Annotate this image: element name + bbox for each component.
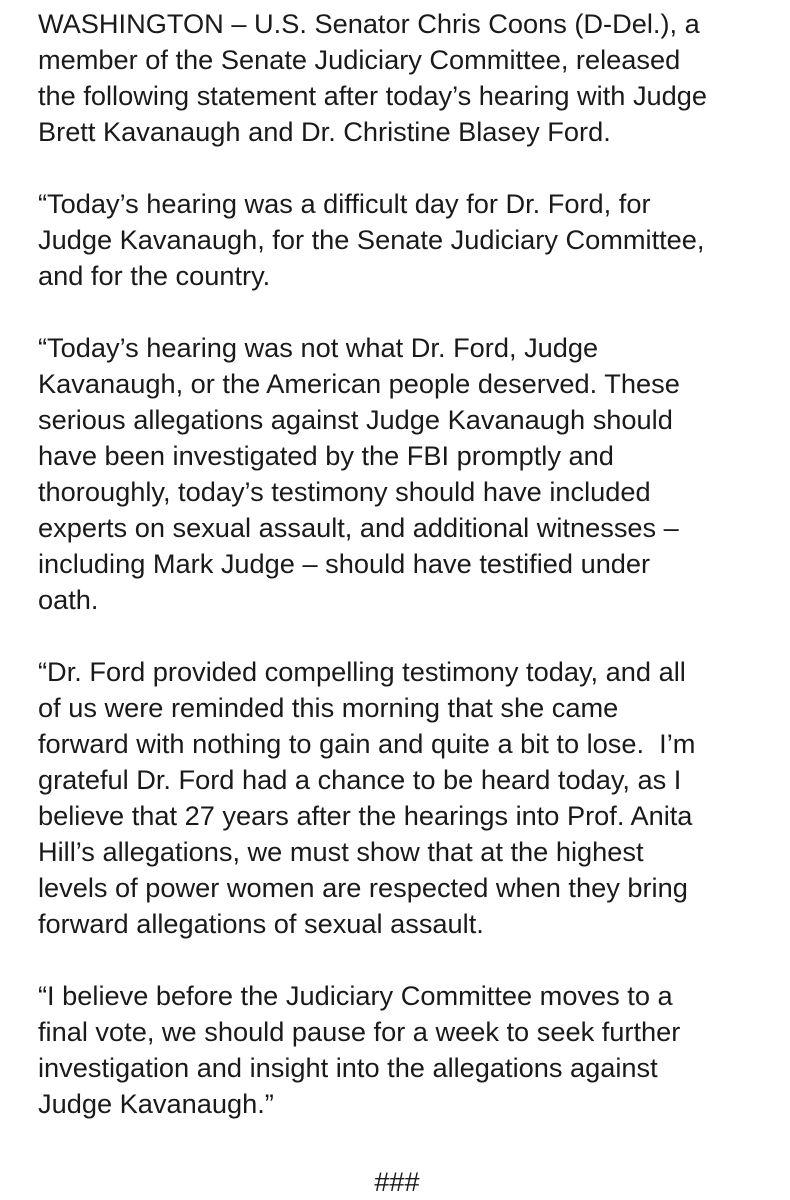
paragraph-line: serious allegations against Judge Kavanaugh should [38, 404, 673, 435]
paragraph-line: Brett Kavanaugh and Dr. Christine Blasey Ford. [38, 116, 611, 147]
paragraph-line: including Mark Judge – should have testified under [38, 548, 651, 579]
paragraph-line: of us were reminded this morning that she came [38, 692, 619, 723]
paragraph-line: “Dr. Ford provided compelling testimony today, and all [38, 656, 686, 687]
paragraph-line: Judge Kavanaugh.” [38, 1088, 274, 1119]
paragraph-line: levels of power women are respected when they bring [38, 872, 688, 903]
paragraph-line: WASHINGTON – U.S. Senator Chris Coons (D-Del.), a [38, 8, 700, 39]
paragraph-line: and for the country. [38, 260, 271, 291]
paragraph-quote-2 [38, 330, 784, 618]
paragraph-line: forward with nothing to gain and quite a bit to lose. I’m [38, 728, 696, 759]
paragraph-line: oath. [38, 584, 99, 615]
paragraph-line: the following statement after today’s hearing with Judge [38, 80, 708, 111]
paragraph-intro [38, 6, 784, 150]
paragraph-line: thoroughly, today’s testimony should have included [38, 476, 651, 507]
end-of-release-mark: ### [374, 1166, 420, 1197]
paragraph-line: grateful Dr. Ford had a chance to be heard today, as I [38, 764, 682, 795]
paragraph-line: “Today’s hearing was not what Dr. Ford, Judge [38, 332, 599, 363]
paragraph-quote-3 [38, 654, 784, 942]
paragraph-line: investigation and insight into the allegations against [38, 1052, 658, 1083]
paragraph-line: have been investigated by the FBI promptly and [38, 440, 614, 471]
paragraph-line: Judge Kavanaugh, for the Senate Judiciary Committee, [38, 224, 705, 255]
paragraph-line: forward allegations of sexual assault. [38, 908, 484, 939]
paragraph-quote-1 [38, 186, 784, 294]
paragraph-line: “I believe before the Judiciary Committee moves to a [38, 980, 673, 1011]
statement-body [38, 6, 784, 1158]
paragraph-line: member of the Senate Judiciary Committee, released [38, 44, 681, 75]
paragraph-line: “Today’s hearing was a difficult day for Dr. Ford, for [38, 188, 651, 219]
paragraph-line: believe that 27 years after the hearings into Prof. Anita [38, 800, 693, 831]
paragraph-line: experts on sexual assault, and additional witnesses – [38, 512, 679, 543]
paragraph-quote-4 [38, 978, 784, 1122]
paragraph-line: Kavanaugh, or the American people deserved. These [38, 368, 680, 399]
paragraph-line: final vote, we should pause for a week to seek further [38, 1016, 681, 1047]
paragraph-line: Hill’s allegations, we must show that at the highest [38, 836, 644, 867]
